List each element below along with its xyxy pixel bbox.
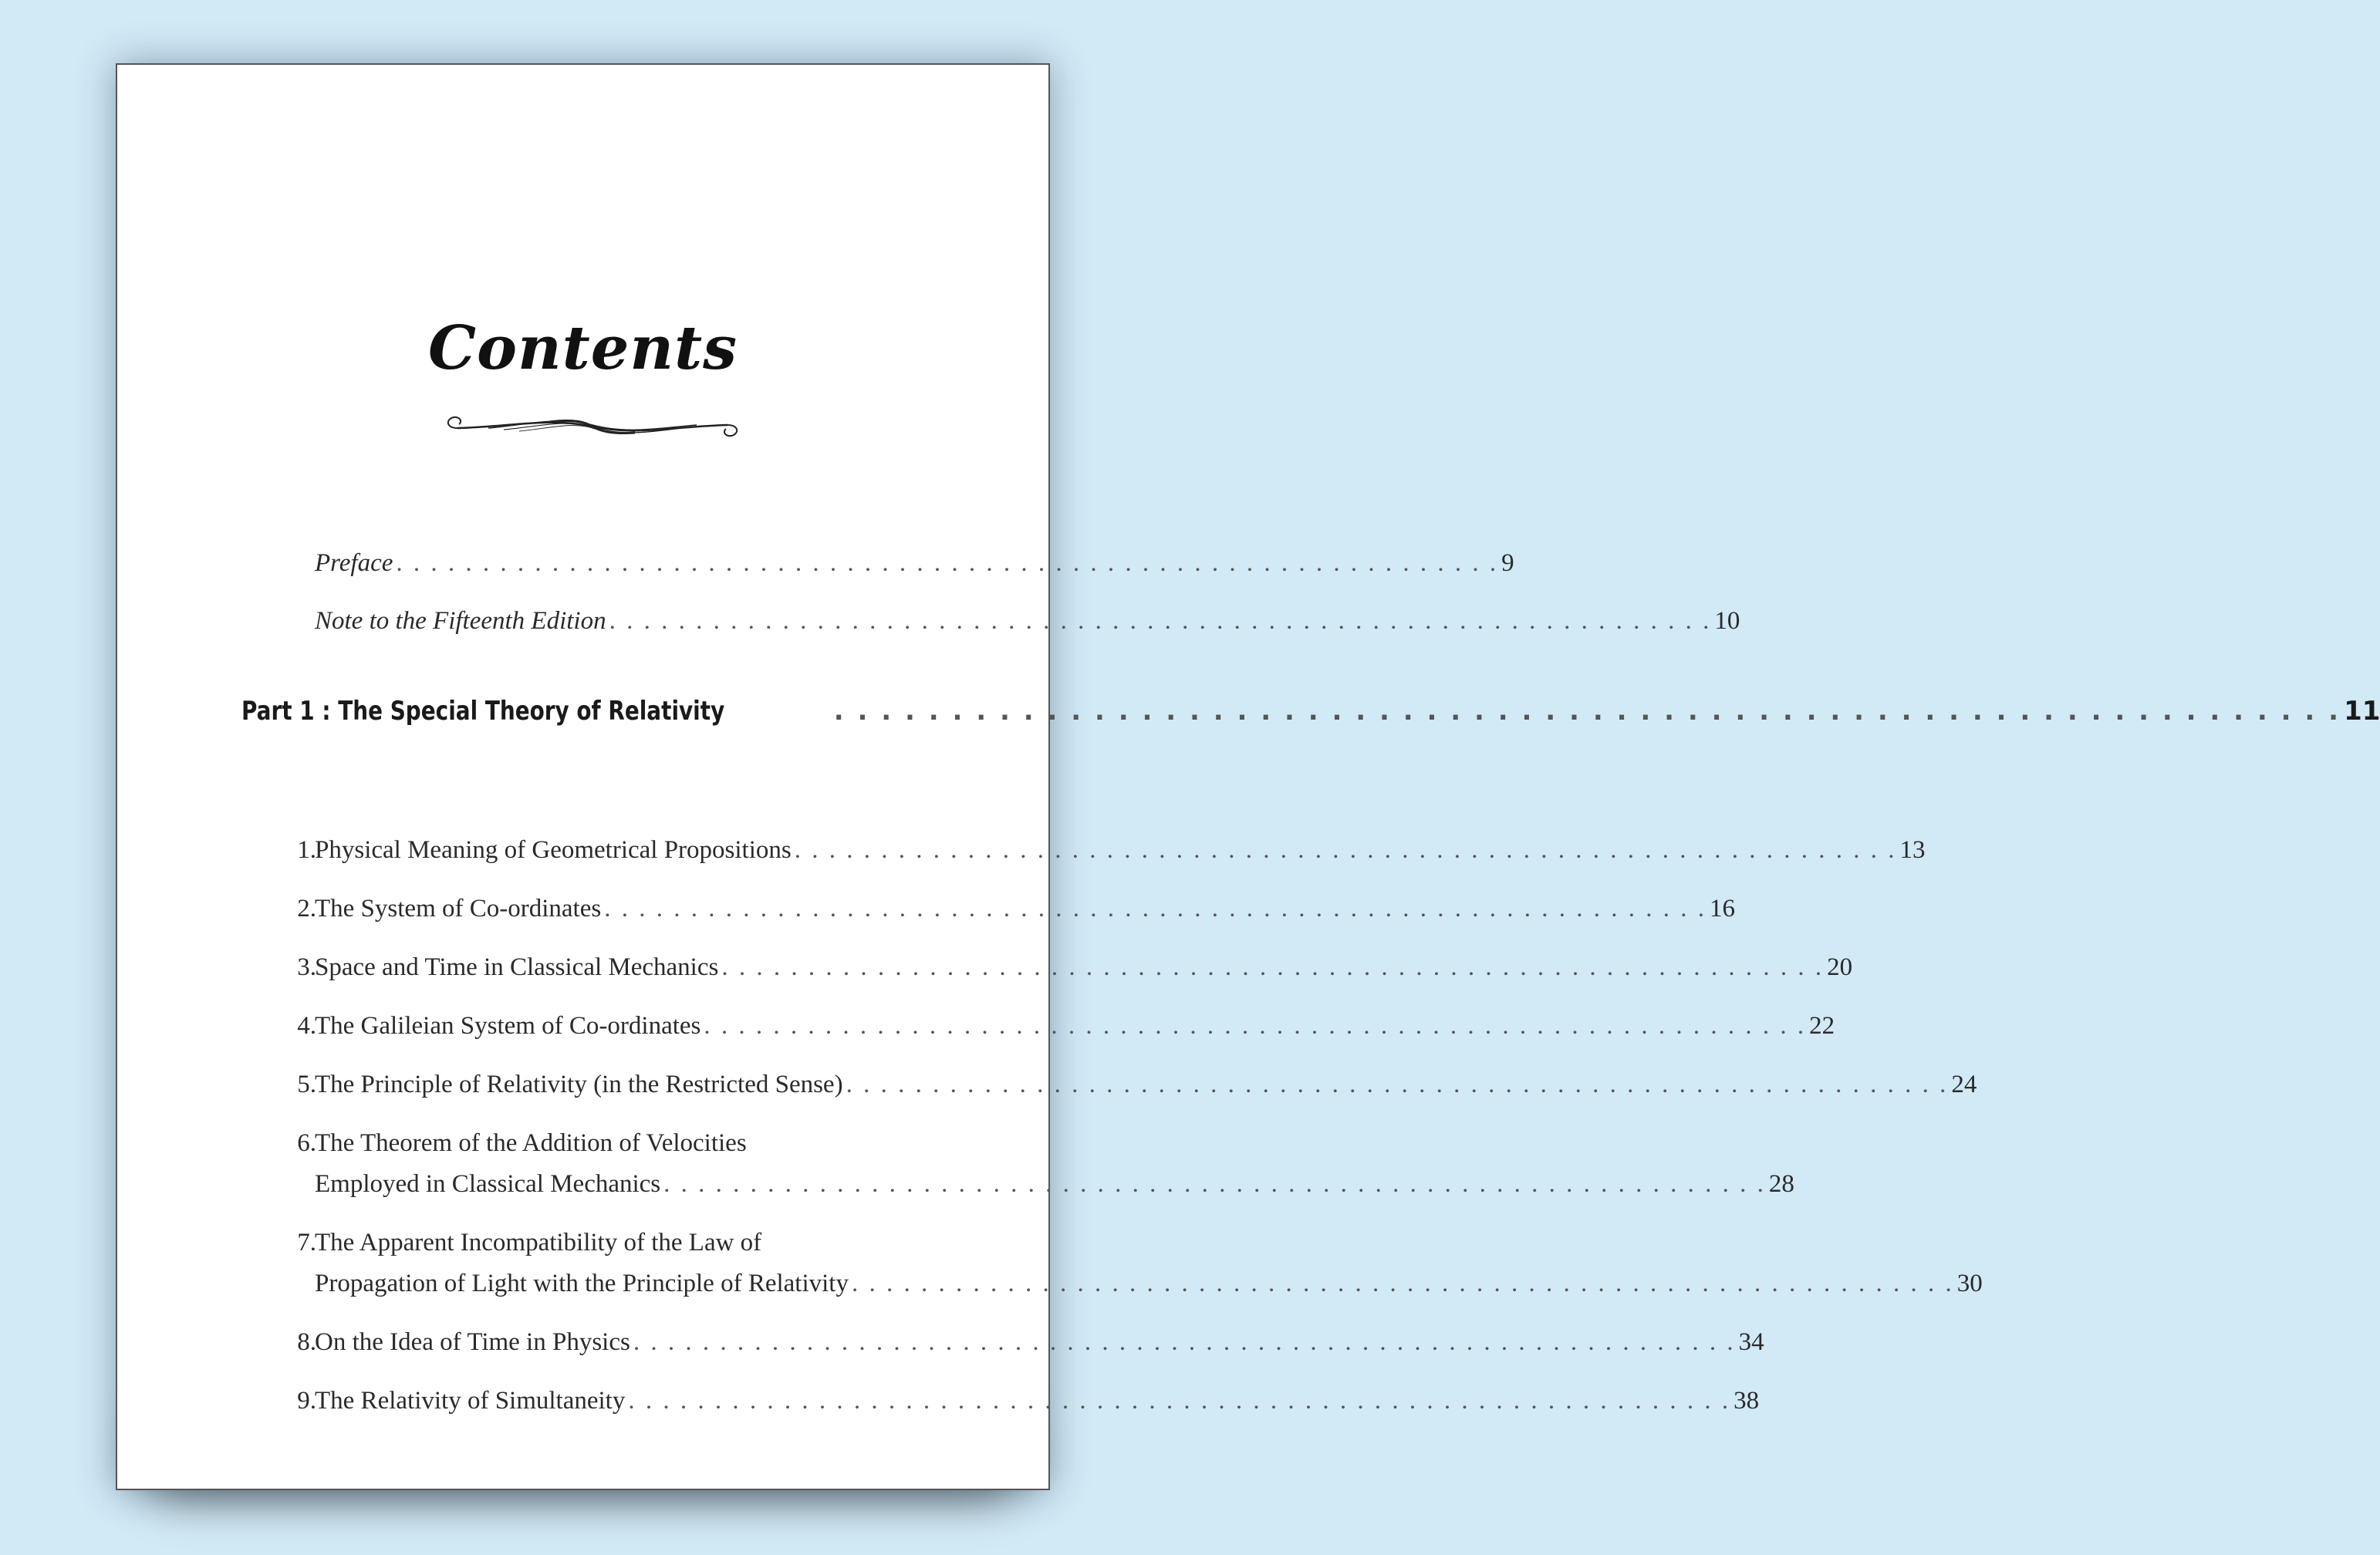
chapter-number: 6.: [297, 1129, 316, 1157]
page-number: 24: [1951, 1071, 1977, 1098]
page-number: 10: [1714, 607, 1740, 635]
toc-part-heading[interactable]: [241, 696, 2380, 727]
page-number: 28: [1768, 1170, 1794, 1198]
dot-leader: . . . . . . . . . . . . . . . . . . . . . . . . . . . . . . . . . . . . . . . . . . . . . . . . . . . . . . . . . . . . . . . .: [833, 696, 2341, 727]
chapter-number: 1.: [297, 836, 316, 864]
dot-leader: . . . . . . . . . . . . . . . . . . . . . . . . . . . . . . . . . . . . . . . . . . . . . . . . . . . . . . . . . . . . . . . .: [663, 1170, 1766, 1198]
page-number: 16: [1709, 895, 1735, 923]
page-number: 22: [1809, 1012, 1835, 1040]
chapter-number: 3.: [297, 953, 316, 981]
dot-leader: . . . . . . . . . . . . . . . . . . . . . . . . . . . . . . . . . . . . . . . . . . . . . . . . . . . . . . . . . . . . . . . .: [604, 895, 1707, 923]
page-number: 13: [1899, 836, 1926, 864]
entry-label: The Principle of Relativity (in the Restricted Sense): [315, 1071, 843, 1098]
chapter-number: 8.: [297, 1328, 316, 1356]
table-of-contents: [117, 65, 2380, 1489]
entry-label: Employed in Classical Mechanics: [315, 1170, 661, 1198]
dot-leader: . . . . . . . . . . . . . . . . . . . . . . . . . . . . . . . . . . . . . . . . . . . . . . . . . . . . . . . . . . . . . . . .: [721, 953, 1825, 981]
entry-label: Note to the Fifteenth Edition: [315, 607, 606, 635]
toc-entry-chapter[interactable]: [315, 895, 1735, 923]
page-number: 38: [1734, 1387, 1760, 1415]
dot-leader: . . . . . . . . . . . . . . . . . . . . . . . . . . . . . . . . . . . . . . . . . . . . . . . . . . . . . . . . . . . . . . . .: [628, 1387, 1731, 1415]
book-page: [116, 63, 2380, 1490]
page-number: 11: [2344, 696, 2380, 727]
dot-leader: . . . . . . . . . . . . . . . . . . . . . . . . . . . . . . . . . . . . . . . . . . . . . . . . . . . . . . . . . . . . . . . .: [609, 607, 1712, 635]
dot-leader: . . . . . . . . . . . . . . . . . . . . . . . . . . . . . . . . . . . . . . . . . . . . . . . . . . . . . . . . . . . . . . . .: [633, 1328, 1736, 1356]
dot-leader: . . . . . . . . . . . . . . . . . . . . . . . . . . . . . . . . . . . . . . . . . . . . . . . . . . . . . . . . . . . . . . . .: [846, 1071, 1949, 1098]
dot-leader: . . . . . . . . . . . . . . . . . . . . . . . . . . . . . . . . . . . . . . . . . . . . . . . . . . . . . . . . . . . . . . . .: [396, 549, 1499, 577]
page-number: 34: [1738, 1328, 1764, 1356]
entry-label: Space and Time in Classical Mechanics: [315, 953, 719, 981]
toc-entry-chapter[interactable]: [315, 1071, 1977, 1099]
toc-entry-chapter[interactable]: [315, 836, 1926, 865]
toc-entry-front-matter[interactable]: [315, 549, 1514, 578]
entry-label: The Galileian System of Co-ordinates: [315, 1012, 701, 1040]
dot-leader: . . . . . . . . . . . . . . . . . . . . . . . . . . . . . . . . . . . . . . . . . . . . . . . . . . . . . . . . . . . . . . . .: [794, 836, 1897, 864]
toc-entry-chapter[interactable]: [315, 1270, 1983, 1298]
toc-entry-chapter[interactable]: [315, 1012, 1835, 1041]
toc-entry-chapter[interactable]: [315, 1387, 1760, 1415]
dot-leader: . . . . . . . . . . . . . . . . . . . . . . . . . . . . . . . . . . . . . . . . . . . . . . . . . . . . . . . . . . . . . . . .: [704, 1012, 1807, 1040]
page-number: 30: [1956, 1270, 1983, 1297]
chapter-number: 2.: [297, 895, 316, 923]
chapter-number: 4.: [297, 1012, 316, 1040]
entry-label: Part 1 : The Special Theory of Relativity: [241, 696, 725, 727]
chapter-title-line[interactable]: The Apparent Incompatibility of the Law of: [315, 1229, 762, 1256]
page-number: 9: [1501, 549, 1514, 577]
chapter-title-line[interactable]: The Theorem of the Addition of Velocities: [315, 1129, 747, 1157]
entry-label: Preface: [315, 549, 393, 577]
entry-label: On the Idea of Time in Physics: [315, 1328, 630, 1356]
entry-label: Physical Meaning of Geometrical Propositions: [315, 836, 792, 864]
chapter-number: 7.: [297, 1229, 316, 1256]
toc-entry-chapter[interactable]: [315, 953, 1853, 982]
entry-label: The System of Co-ordinates: [315, 895, 602, 923]
toc-entry-front-matter[interactable]: [315, 607, 1740, 636]
toc-entry-chapter[interactable]: [315, 1170, 1794, 1199]
chapter-number: 5.: [297, 1071, 316, 1098]
page-number: 20: [1827, 953, 1853, 981]
dot-leader: . . . . . . . . . . . . . . . . . . . . . . . . . . . . . . . . . . . . . . . . . . . . . . . . . . . . . . . . . . . . . . . .: [851, 1270, 1954, 1297]
entry-label: Propagation of Light with the Principle of Relativity: [315, 1270, 849, 1297]
chapter-number: 9.: [297, 1387, 316, 1415]
entry-label: The Relativity of Simultaneity: [315, 1387, 626, 1415]
page-title: Contents: [427, 313, 738, 383]
toc-entry-chapter[interactable]: [315, 1328, 1764, 1357]
